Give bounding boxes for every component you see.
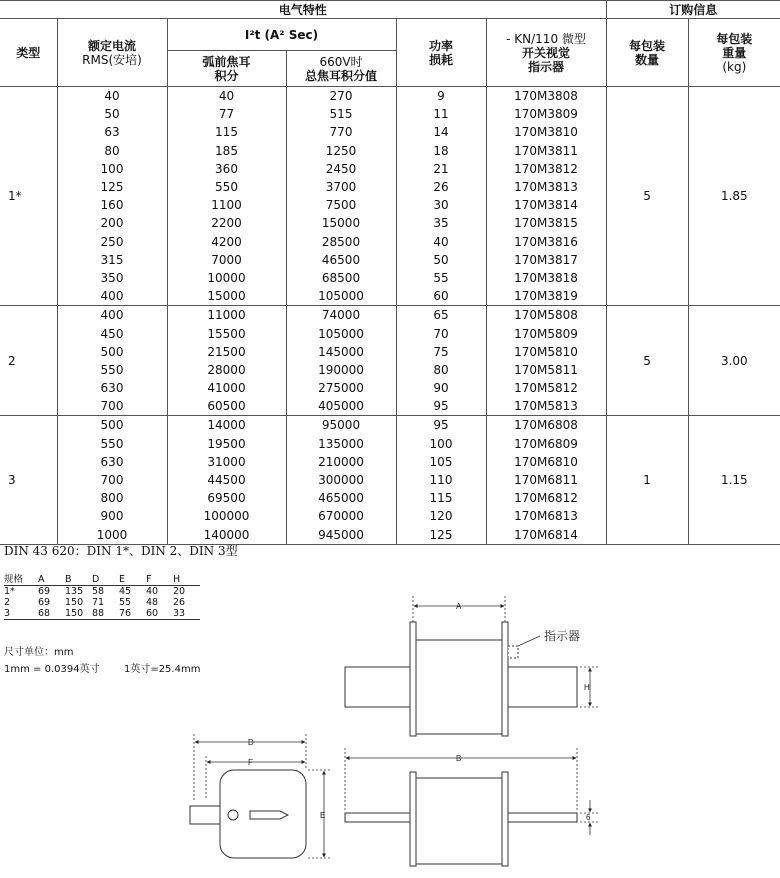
rated-current-cell: 80	[57, 142, 167, 160]
power-loss-header: 功率 损耗	[396, 19, 486, 87]
total-clearing-cell: 95000	[286, 416, 396, 435]
dim-cell: 55	[119, 597, 132, 608]
total-clearing-cell: 68500	[286, 269, 396, 287]
pre-arc-cell: 10000	[167, 269, 286, 287]
pre-arc-cell: 2200	[167, 214, 286, 232]
pre-arc-cell: 44500	[167, 471, 286, 489]
pre-arc-cell: 7000	[167, 251, 286, 269]
type-header: 类型	[0, 19, 57, 87]
rated-current-cell: 400	[57, 306, 167, 325]
dim-cell: 33	[173, 608, 186, 619]
part-number-cell: 170M3812	[486, 160, 606, 178]
power-loss-cell: 105	[396, 453, 486, 471]
total-clearing-cell: 7500	[286, 196, 396, 214]
top-left-flange	[410, 622, 416, 736]
dim-a-label: A	[456, 602, 462, 611]
dim-cell: 71	[92, 597, 105, 608]
pre-arc-cell: 11000	[167, 306, 286, 325]
pre-arc-cell: 41000	[167, 379, 286, 397]
rated-current-cell: 250	[57, 233, 167, 251]
total-clearing-cell: 105000	[286, 287, 396, 306]
ordering-header: 订购信息	[606, 1, 780, 19]
part-number-cell: 170M3815	[486, 214, 606, 232]
pre-arc-cell: 77	[167, 105, 286, 123]
pre-arc-cell: 21500	[167, 343, 286, 361]
rated-current-cell: 550	[57, 361, 167, 379]
pre-arc-cell: 100000	[167, 507, 286, 525]
side-right-flange	[502, 772, 508, 866]
part-number-cell: 170M3811	[486, 142, 606, 160]
end-view-hole	[228, 810, 238, 820]
pre-arc-cell: 19500	[167, 435, 286, 453]
rated-current-cell: 350	[57, 269, 167, 287]
dim-header-cell: D	[92, 574, 100, 585]
type-cell: 3	[0, 416, 57, 544]
total-clearing-cell: 46500	[286, 251, 396, 269]
power-loss-cell: 9	[396, 87, 486, 106]
rated-current-cell: 550	[57, 435, 167, 453]
din-note: DIN 43 620：DIN 1*、DIN 2、DIN 3型	[4, 544, 238, 558]
top-body	[416, 640, 502, 734]
pre-arc-cell: 550	[167, 178, 286, 196]
pack-qty-cell: 5	[606, 87, 688, 306]
dim-header-cell: E	[119, 574, 126, 585]
total-clearing-cell: 210000	[286, 453, 396, 471]
dim-cell: 150	[65, 608, 84, 619]
dim-cell: 1*	[4, 586, 15, 597]
end-view-arrow	[250, 811, 288, 819]
dim-cell: 20	[173, 586, 186, 597]
dim-header-cell: 规格	[4, 574, 24, 585]
rated-current-cell: 100	[57, 160, 167, 178]
part-number-cell: 170M5809	[486, 324, 606, 342]
rated-current-cell: 500	[57, 343, 167, 361]
pre-arc-cell: 4200	[167, 233, 286, 251]
side-left-blade	[345, 813, 413, 822]
type-cell: 2	[0, 306, 57, 416]
total-clearing-cell: 945000	[286, 526, 396, 545]
part-number-cell: 170M6808	[486, 416, 606, 435]
conversion-inch: 1英寸=25.4mm	[123, 664, 201, 675]
total-clearing-cell: 670000	[286, 507, 396, 525]
switch-indicator-header: - KN/110 微型 开关视觉 指示器	[486, 19, 606, 87]
power-loss-cell: 115	[396, 489, 486, 507]
rated-current-cell: 630	[57, 379, 167, 397]
part-number-cell: 170M3809	[486, 105, 606, 123]
total-clearing-cell: 275000	[286, 379, 396, 397]
pre-arc-cell: 31000	[167, 453, 286, 471]
dim-cell: 2	[4, 597, 11, 608]
part-number-cell: 170M5813	[486, 397, 606, 416]
pre-arc-cell: 60500	[167, 397, 286, 416]
rated-current-cell: 1000	[57, 526, 167, 545]
total-clearing-cell: 300000	[286, 471, 396, 489]
total-clearing-cell: 135000	[286, 435, 396, 453]
part-number-cell: 170M3817	[486, 251, 606, 269]
pre-arc-cell: 360	[167, 160, 286, 178]
dim-header-cell: H	[173, 574, 181, 585]
rated-current-cell: 200	[57, 214, 167, 232]
pack-weight-header: 每包装 重量 (kg)	[716, 31, 753, 74]
rated-current-cell: 160	[57, 196, 167, 214]
dim-cell: 135	[65, 586, 84, 597]
power-loss-cell: 50	[396, 251, 486, 269]
rated-current-cell: 450	[57, 324, 167, 342]
total-clearing-cell: 1250	[286, 142, 396, 160]
pre-arc-cell: 28000	[167, 361, 286, 379]
part-number-cell: 170M3819	[486, 287, 606, 306]
total-clearing-cell: 190000	[286, 361, 396, 379]
rated-current-cell: 700	[57, 471, 167, 489]
rated-current-cell: 63	[57, 123, 167, 141]
dim-cell: 3	[4, 608, 11, 619]
total-clearing-cell: 2450	[286, 160, 396, 178]
total-clearing-cell: 28500	[286, 233, 396, 251]
pack-qty-cell: 5	[606, 306, 688, 416]
pack-weight-cell: 1.85	[688, 87, 780, 306]
unit-note: 尺寸单位：mm	[4, 647, 74, 658]
total-clearing-cell: 465000	[286, 489, 396, 507]
power-loss-cell: 21	[396, 160, 486, 178]
pre-arc-cell: 140000	[167, 526, 286, 545]
power-loss-cell: 100	[396, 435, 486, 453]
part-number-cell: 170M6809	[486, 435, 606, 453]
part-number-cell: 170M6814	[486, 526, 606, 545]
power-loss-cell: 60	[396, 287, 486, 306]
part-number-cell: 170M3818	[486, 269, 606, 287]
conversion-mm: 1mm = 0.0394英寸	[4, 664, 100, 675]
rated-current-cell: 315	[57, 251, 167, 269]
part-number-cell: 170M3814	[486, 196, 606, 214]
dim-cell: 150	[65, 597, 84, 608]
dim-e-label: E	[320, 811, 326, 820]
rated-current-cell: 40	[57, 87, 167, 106]
power-loss-cell: 26	[396, 178, 486, 196]
pre-arc-cell: 69500	[167, 489, 286, 507]
rated-current-cell: 700	[57, 397, 167, 416]
part-number-cell: 170M6812	[486, 489, 606, 507]
power-loss-cell: 80	[396, 361, 486, 379]
part-number-cell: 170M3813	[486, 178, 606, 196]
power-loss-cell: 95	[396, 416, 486, 435]
part-number-cell: 170M3816	[486, 233, 606, 251]
power-loss-cell: 14	[396, 123, 486, 141]
dim-cell: 69	[38, 586, 51, 597]
power-loss-cell: 18	[396, 142, 486, 160]
side-right-blade	[505, 813, 577, 822]
rated-current-cell: 500	[57, 416, 167, 435]
pre-arc-header: 弧前焦耳 积分	[167, 51, 286, 87]
total-clearing-cell: 515	[286, 105, 396, 123]
rated-current-cell: 400	[57, 287, 167, 306]
dim-cell: 76	[119, 608, 132, 619]
end-view-tab	[190, 806, 220, 824]
pre-arc-cell: 1100	[167, 196, 286, 214]
electrical-header: 电气特性	[0, 1, 606, 19]
power-loss-cell: 55	[396, 269, 486, 287]
dim-cell: 69	[38, 597, 51, 608]
total-clearing-cell: 145000	[286, 343, 396, 361]
side-body	[416, 778, 502, 864]
pack-qty-header: 每包装 数量	[606, 19, 688, 87]
rated-current-cell: 50	[57, 105, 167, 123]
dim-cell: 88	[92, 608, 105, 619]
dim-h-label: H	[584, 683, 590, 692]
dim-cell: 26	[173, 597, 186, 608]
indicator-box	[508, 646, 518, 658]
dim-cell: 40	[146, 586, 159, 597]
part-number-cell: 170M6813	[486, 507, 606, 525]
power-loss-cell: 90	[396, 379, 486, 397]
dim-cell: 68	[38, 608, 51, 619]
power-loss-cell: 125	[396, 526, 486, 545]
side-left-flange	[410, 772, 416, 866]
pack-weight-cell: 1.15	[688, 416, 780, 544]
total-clearing-cell: 405000	[286, 397, 396, 416]
power-loss-cell: 11	[396, 105, 486, 123]
indicator-label: 指示器	[544, 629, 581, 643]
power-loss-cell: 30	[396, 196, 486, 214]
type-cell: 1*	[0, 87, 57, 306]
pack-weight-cell: 3.00	[688, 306, 780, 416]
top-right-blade	[505, 667, 577, 707]
rated-current-header: 额定电流 RMS(安培)	[57, 19, 167, 87]
power-loss-cell: 65	[396, 306, 486, 325]
part-number-cell: 170M3810	[486, 123, 606, 141]
part-number-cell: 170M5811	[486, 361, 606, 379]
dim-cell: 48	[146, 597, 159, 608]
dim-cell: 60	[146, 608, 159, 619]
part-number-cell: 170M6810	[486, 453, 606, 471]
pre-arc-cell: 15500	[167, 324, 286, 342]
dim-6-label: 6	[586, 813, 591, 822]
top-right-flange	[502, 622, 508, 736]
total-clearing-cell: 105000	[286, 324, 396, 342]
part-number-cell: 170M3808	[486, 87, 606, 106]
dim-cell: 58	[92, 586, 105, 597]
power-loss-cell: 70	[396, 324, 486, 342]
part-number-cell: 170M6811	[486, 471, 606, 489]
pre-arc-cell: 115	[167, 123, 286, 141]
power-loss-cell: 35	[396, 214, 486, 232]
total-clearing-cell: 270	[286, 87, 396, 106]
power-loss-cell: 75	[396, 343, 486, 361]
i2t-header: I²t (A² Sec)	[167, 19, 396, 51]
rated-current-cell: 800	[57, 489, 167, 507]
power-loss-cell: 40	[396, 233, 486, 251]
total-clearing-cell: 770	[286, 123, 396, 141]
dim-f-label: F	[248, 758, 253, 767]
dim-d-label: D	[248, 738, 254, 747]
dim-header-cell: F	[146, 574, 152, 585]
rated-current-cell: 125	[57, 178, 167, 196]
pack-qty-cell: 1	[606, 416, 688, 544]
part-number-cell: 170M5808	[486, 306, 606, 325]
total-clearing-cell: 3700	[286, 178, 396, 196]
total-clearing-header: 660V时 总焦耳积分值	[286, 51, 396, 87]
power-loss-cell: 110	[396, 471, 486, 489]
power-loss-cell: 120	[396, 507, 486, 525]
dim-header-cell: B	[65, 574, 72, 585]
pre-arc-cell: 40	[167, 87, 286, 106]
total-clearing-cell: 74000	[286, 306, 396, 325]
pre-arc-cell: 185	[167, 142, 286, 160]
rated-current-cell: 630	[57, 453, 167, 471]
pre-arc-cell: 14000	[167, 416, 286, 435]
part-number-cell: 170M5810	[486, 343, 606, 361]
power-loss-cell: 95	[396, 397, 486, 416]
dim-header-cell: A	[38, 574, 45, 585]
dim-cell: 45	[119, 586, 132, 597]
dim-b-label: B	[456, 754, 462, 763]
pre-arc-cell: 15000	[167, 287, 286, 306]
top-left-blade	[345, 667, 413, 707]
rated-current-cell: 900	[57, 507, 167, 525]
total-clearing-cell: 15000	[286, 214, 396, 232]
part-number-cell: 170M5812	[486, 379, 606, 397]
